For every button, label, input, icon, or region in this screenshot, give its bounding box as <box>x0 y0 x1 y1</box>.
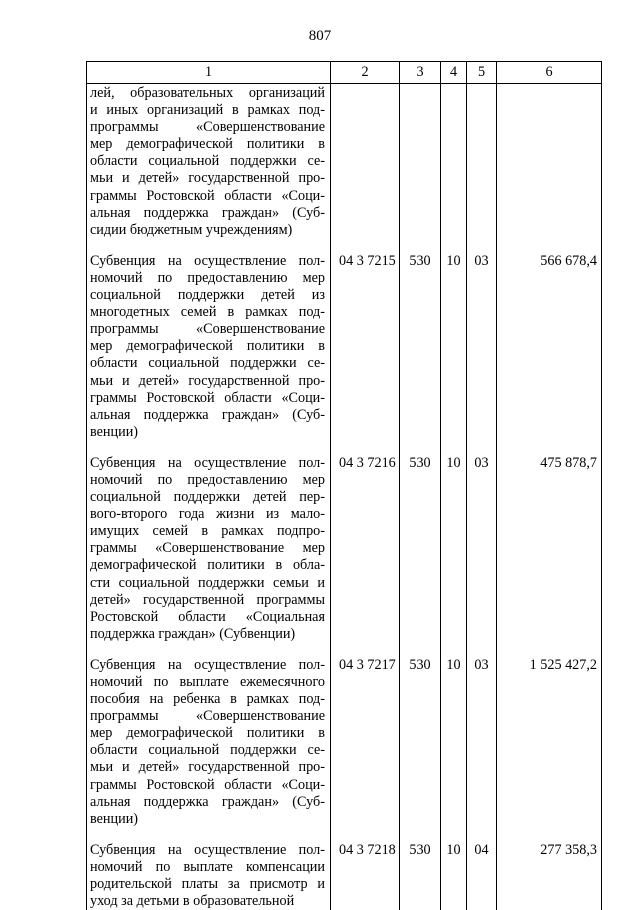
row-description <box>87 253 331 455</box>
description-line: социальной поддержки детей из <box>90 287 325 304</box>
row-target-code: 04 3 7215 <box>331 253 400 455</box>
table-row <box>87 842 602 910</box>
table-row <box>87 657 602 842</box>
row-section: 10 <box>441 253 467 455</box>
row-expense-type: 530 <box>400 455 441 657</box>
row-section: 10 <box>441 657 467 842</box>
description-line: вого-второго года жизни из мало- <box>90 506 325 523</box>
description-line: мер демографической политики в <box>90 136 325 153</box>
row-subsection: 03 <box>467 455 497 657</box>
description-line: граммы Ростовской области «Соци- <box>90 188 325 205</box>
description-line: программы «Совершенствование <box>90 119 325 136</box>
description-line: области социальной поддержки се- <box>90 153 325 170</box>
description-line: венции) <box>90 424 325 441</box>
row-target-code: 04 3 7217 <box>331 657 400 842</box>
description-line: программы «Совершенствование <box>90 321 325 338</box>
row-section: 10 <box>441 842 467 910</box>
row-subsection: 04 <box>467 842 497 910</box>
row-expense-type: 530 <box>400 253 441 455</box>
column-header: 1 <box>87 62 331 84</box>
column-header: 5 <box>467 62 497 84</box>
description-line: мер демографической политики в <box>90 338 325 355</box>
row-section: 10 <box>441 455 467 657</box>
description-line: и иных организаций в рамках под- <box>90 102 325 119</box>
description-line: многодетных семей в рамках под- <box>90 304 325 321</box>
row-section <box>441 84 467 253</box>
row-amount <box>497 84 602 253</box>
description-line: поддержка граждан» (Субвенции) <box>90 626 325 643</box>
description-line: программы «Совершенствование <box>90 708 325 725</box>
description-line: венции) <box>90 811 325 828</box>
description-line: номочий по предоставлению мер <box>90 472 325 489</box>
description-line: альная поддержка граждан» (Суб- <box>90 205 325 222</box>
row-description <box>87 455 331 657</box>
row-description <box>87 84 331 253</box>
description-line: демографической политики в обла- <box>90 557 325 574</box>
description-line: Ростовской области «Социальная <box>90 609 325 626</box>
table-body <box>87 84 602 910</box>
row-subsection <box>467 84 497 253</box>
table-row <box>87 455 602 657</box>
header-row <box>87 62 602 84</box>
description-line: пособия на ребенка в рамках под- <box>90 691 325 708</box>
row-amount: 1 525 427,2 <box>497 657 602 842</box>
description-line: Субвенция на осуществление пол- <box>90 455 325 472</box>
description-line: детей» государственной программы <box>90 592 325 609</box>
row-expense-type: 530 <box>400 842 441 910</box>
row-subsection: 03 <box>467 253 497 455</box>
table-row <box>87 253 602 455</box>
description-line: альная поддержка граждан» (Суб- <box>90 407 325 424</box>
budget-table <box>86 61 602 910</box>
description-line: номочий по предоставлению мер <box>90 270 325 287</box>
description-line: сидии бюджетным учреждениям) <box>90 222 325 239</box>
description-line: лей, образовательных организаций <box>90 85 325 102</box>
description-line: мер демографической политики в <box>90 725 325 742</box>
table-row <box>87 84 602 253</box>
column-header: 4 <box>441 62 467 84</box>
row-target-code <box>331 84 400 253</box>
row-subsection: 03 <box>467 657 497 842</box>
row-amount: 277 358,3 <box>497 842 602 910</box>
column-header: 3 <box>400 62 441 84</box>
row-amount: 566 678,4 <box>497 253 602 455</box>
description-line: мьи и детей» государственной про- <box>90 759 325 776</box>
description-line: номочий по выплате компенсации <box>90 859 325 876</box>
description-line: граммы «Совершенствование мер <box>90 540 325 557</box>
description-line: граммы Ростовской области «Соци- <box>90 390 325 407</box>
description-line: Субвенция на осуществление пол- <box>90 253 325 270</box>
description-line: граммы Ростовской области «Соци- <box>90 777 325 794</box>
row-description <box>87 657 331 842</box>
row-expense-type <box>400 84 441 253</box>
row-description <box>87 842 331 910</box>
page-number: 807 <box>0 28 640 45</box>
description-line: уход за детьми в образовательной <box>90 893 325 910</box>
description-line: альная поддержка граждан» (Суб- <box>90 794 325 811</box>
description-line: социальной поддержки детей пер- <box>90 489 325 506</box>
description-line: мьи и детей» государственной про- <box>90 373 325 390</box>
row-target-code: 04 3 7218 <box>331 842 400 910</box>
description-line: Субвенция на осуществление пол- <box>90 842 325 859</box>
row-target-code: 04 3 7216 <box>331 455 400 657</box>
row-amount: 475 878,7 <box>497 455 602 657</box>
description-line: области социальной поддержки се- <box>90 742 325 759</box>
row-expense-type: 530 <box>400 657 441 842</box>
column-header: 2 <box>331 62 400 84</box>
description-line: Субвенция на осуществление пол- <box>90 657 325 674</box>
description-line: имущих семей в рамках подпро- <box>90 523 325 540</box>
description-line: сти социальной поддержки семьи и <box>90 575 325 592</box>
description-line: мьи и детей» государственной про- <box>90 170 325 187</box>
description-line: области социальной поддержки се- <box>90 355 325 372</box>
description-line: родительской платы за присмотр и <box>90 876 325 893</box>
description-line: номочий по выплате ежемесячного <box>90 674 325 691</box>
column-header: 6 <box>497 62 602 84</box>
